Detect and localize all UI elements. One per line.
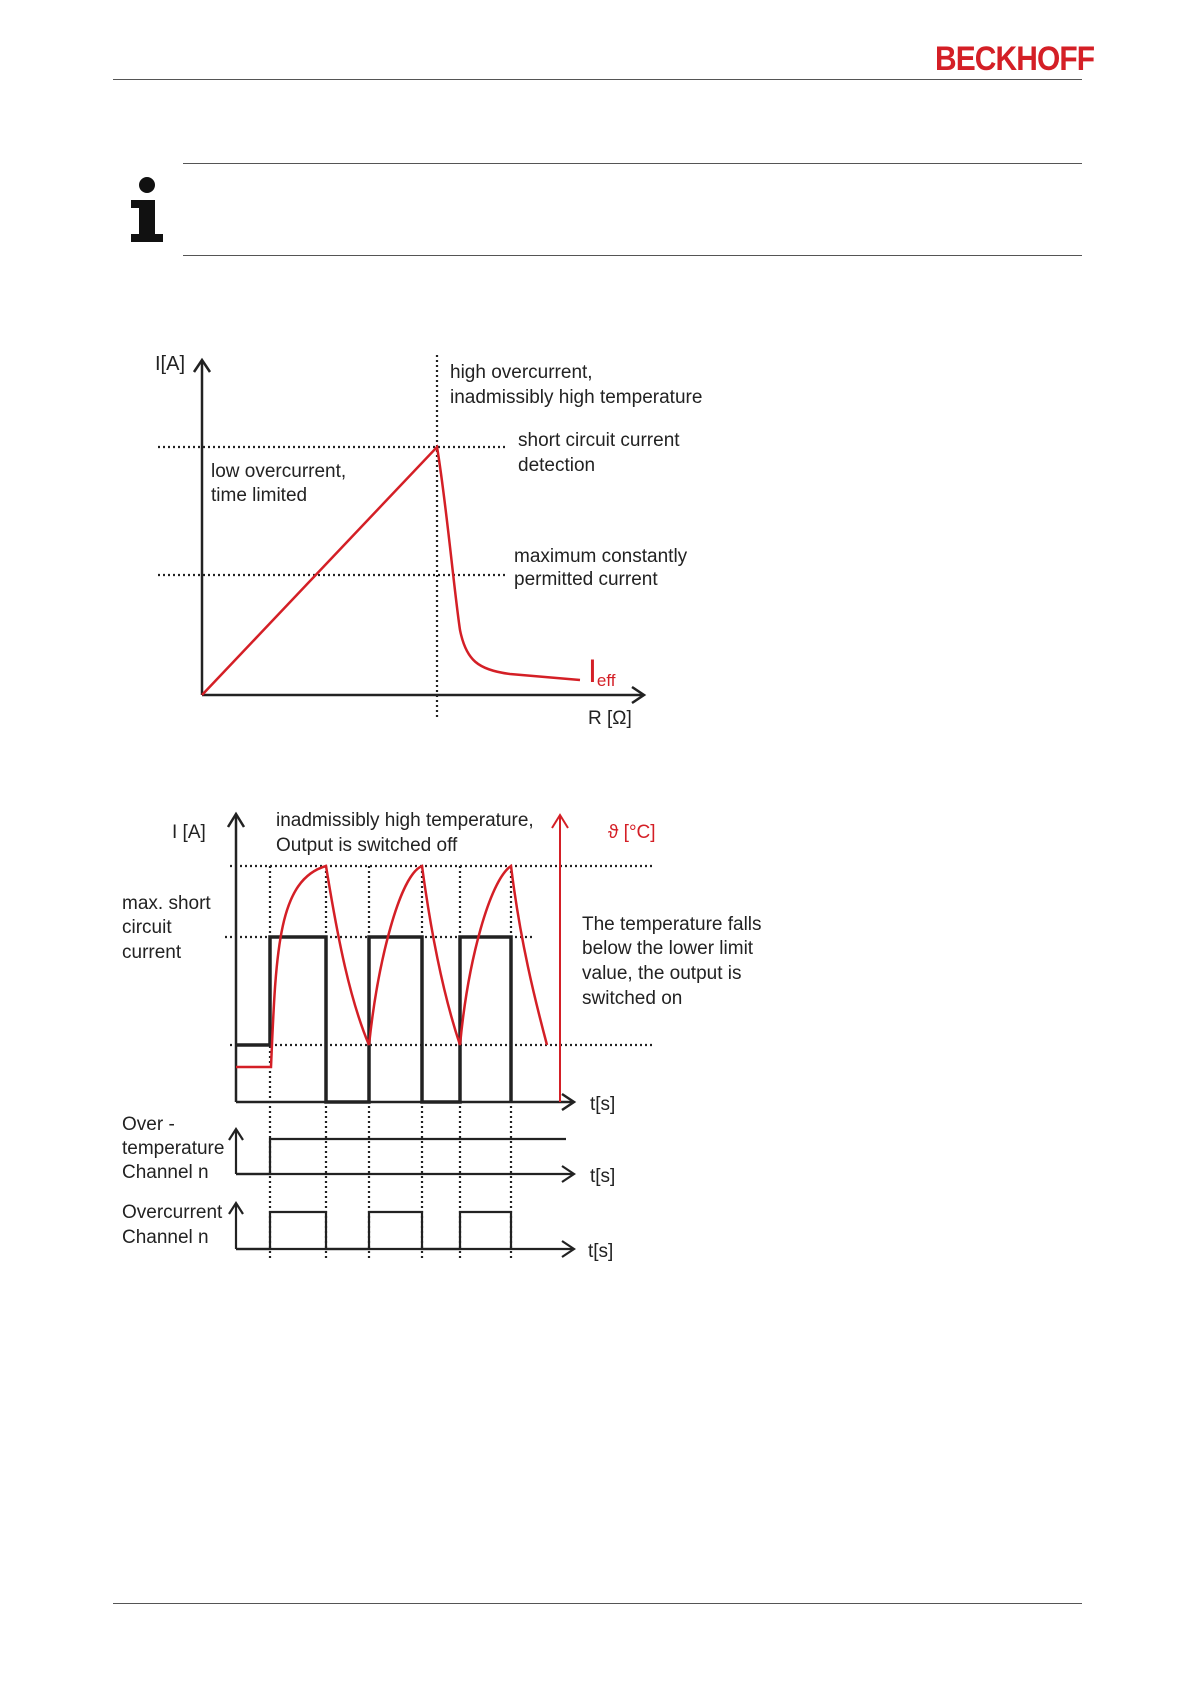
top-label-line1: high overcurrent,: [450, 362, 593, 383]
fall-note-line3: value, the output is: [582, 963, 742, 984]
top-note-line1: inadmissibly high temperature,: [276, 810, 534, 831]
time-axis-2-label: t[s]: [590, 1166, 616, 1187]
max-sc-line3: current: [122, 942, 182, 963]
max-label-line1: maximum constantly: [514, 546, 688, 567]
low-label-line1: low overcurrent,: [211, 461, 347, 482]
fall-note-line4: switched on: [582, 988, 683, 1009]
note-bottom-rule: [183, 255, 1082, 256]
figure-current-vs-resistance: [110, 340, 720, 735]
max-sc-line1: max. short: [122, 893, 211, 914]
current-axis-label: I [A]: [172, 822, 206, 843]
oc-label-line2: Channel n: [122, 1227, 209, 1248]
top-label-line2: inadmissibly high temperature: [450, 387, 703, 408]
ot-label-line1: Over -: [122, 1114, 175, 1135]
max-label-line2: permitted current: [514, 569, 658, 590]
sc-label-line1: short circuit current: [518, 430, 680, 451]
header-rule: [113, 79, 1082, 80]
ot-label-line2: temperature: [122, 1138, 225, 1159]
temperature-axis-label: ϑ [°C]: [608, 822, 656, 843]
x-axis-label: R [Ω]: [588, 708, 632, 729]
max-sc-line2: circuit: [122, 917, 172, 938]
time-axis-3-label: t[s]: [588, 1241, 614, 1262]
top-note-line2: Output is switched off: [276, 835, 458, 856]
footer-rule: [113, 1603, 1082, 1604]
low-label-line2: time limited: [211, 485, 308, 506]
sc-label-line2: detection: [518, 455, 596, 476]
ot-label-line3: Channel n: [122, 1162, 209, 1183]
ieff-label: Ieff: [588, 653, 616, 690]
oc-label-line1: Overcurrent: [122, 1202, 223, 1223]
figure-overtemperature-timing: [110, 800, 790, 1270]
temperature-curve: [236, 866, 547, 1067]
y-axis-label: I[A]: [155, 353, 186, 375]
fall-note-line2: below the lower limit: [582, 938, 754, 959]
info-icon: [122, 176, 172, 246]
time-axis-1-label: t[s]: [590, 1094, 616, 1115]
overtemperature-signal: [236, 1139, 566, 1174]
fall-note-line1: The temperature falls: [582, 914, 762, 935]
overcurrent-signal: [236, 1212, 511, 1249]
beckhoff-logo: BECKHOFF: [935, 40, 1095, 78]
note-top-rule: [183, 163, 1082, 164]
